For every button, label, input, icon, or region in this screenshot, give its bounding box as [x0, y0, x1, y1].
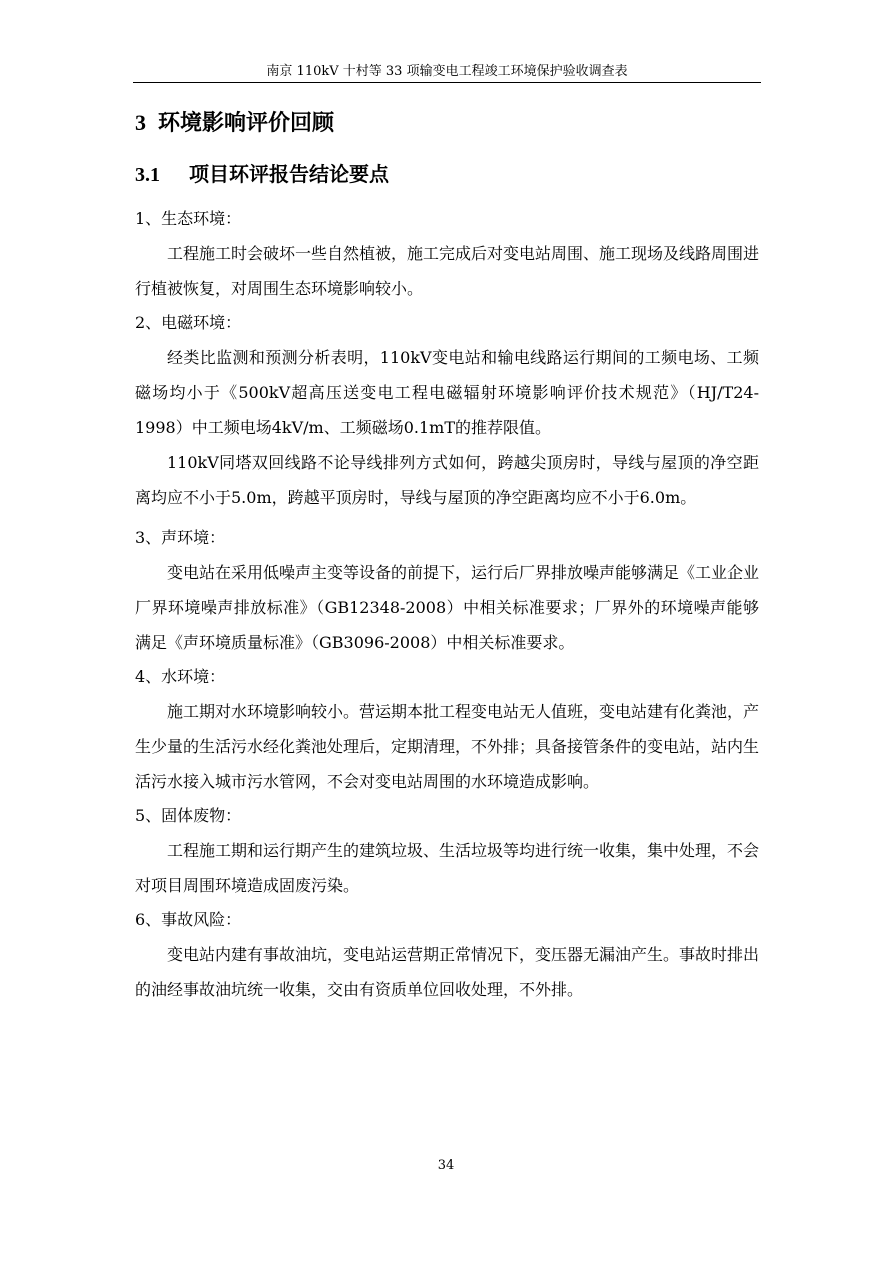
item-accident-risk	[135, 903, 759, 1007]
item-solid-waste	[135, 799, 759, 903]
running-header: 南京 110kV 十村等 33 项输变电工程竣工环境保护验收调查表	[266, 64, 628, 79]
item-ecology	[135, 202, 759, 306]
section-heading	[135, 104, 759, 143]
item-acoustic	[135, 521, 759, 660]
paragraph: 施工期对水环境影响较小。营运期本批工程变电站无人值班，变电站建有化粪池，产生少量的生活污水经化粪池处理后，定期清理，不外排；具备接管条件的变电站，站内生活污水接入城市污水管网，不会对变电站周围的水环境造成影响。	[135, 702, 760, 791]
item-label: 5、固体废物：	[135, 806, 242, 825]
item-label: 6、事故风险：	[135, 910, 242, 929]
paragraph: 工程施工期和运行期产生的建筑垃圾、生活垃圾等均进行统一收集，集中处理，不会对项目周围环境造成固废污染。	[135, 841, 760, 895]
paragraph: 变电站内建有事故油坑，变电站运营期正常情况下，变压器无漏油产生。事故时排出的油经事故油坑统一收集，交由有资质单位回收处理，不外排。	[135, 945, 760, 999]
subsection-number: 3.1	[135, 164, 160, 186]
page-number: 34	[437, 1158, 455, 1173]
paragraph: 变电站在采用低噪声主变等设备的前提下，运行后厂界排放噪声能够满足《工业企业厂界环境噪声排放标准》（GB12348-2008）中相关标准要求；厂界外的环境噪声能够满足《声环境质量标准》（GB3096-2008）中相关标准要求。	[135, 563, 760, 652]
subsection-title: 项目环评报告结论要点	[189, 162, 389, 186]
item-label: 4、水环境：	[135, 667, 226, 686]
item-label: 3、声环境：	[135, 528, 226, 547]
page-body	[135, 104, 759, 1007]
item-electromagnetic	[135, 306, 759, 515]
header-rule	[133, 82, 761, 83]
section-title: 环境影响评价回顾	[158, 111, 335, 136]
item-water	[135, 660, 759, 799]
subsection-heading	[135, 157, 759, 192]
item-label: 1、生态环境：	[135, 209, 242, 228]
paragraph: 110kV同塔双回线路不论导线排列方式如何，跨越尖顶房时，导线与屋顶的净空距离均应不小于5.0m，跨越平顶房时，导线与屋顶的净空距离均应不小于6.0m。	[135, 453, 759, 507]
paragraph: 工程施工时会破坏一些自然植被，施工完成后对变电站周围、施工现场及线路周围进行植被恢复，对周围生态环境影响较小。	[135, 244, 760, 298]
item-label: 2、电磁环境：	[135, 313, 242, 332]
section-number: 3	[135, 110, 146, 135]
paragraph: 经类比监测和预测分析表明，110kV变电站和输电线路运行期间的工频电场、工频磁场均小于《500kV超高压送变电工程电磁辐射环境影响评价技术规范》（HJ/T24-1998）中工频电场4kV/m、工频磁场0.1mT的推荐限值。	[135, 348, 759, 437]
